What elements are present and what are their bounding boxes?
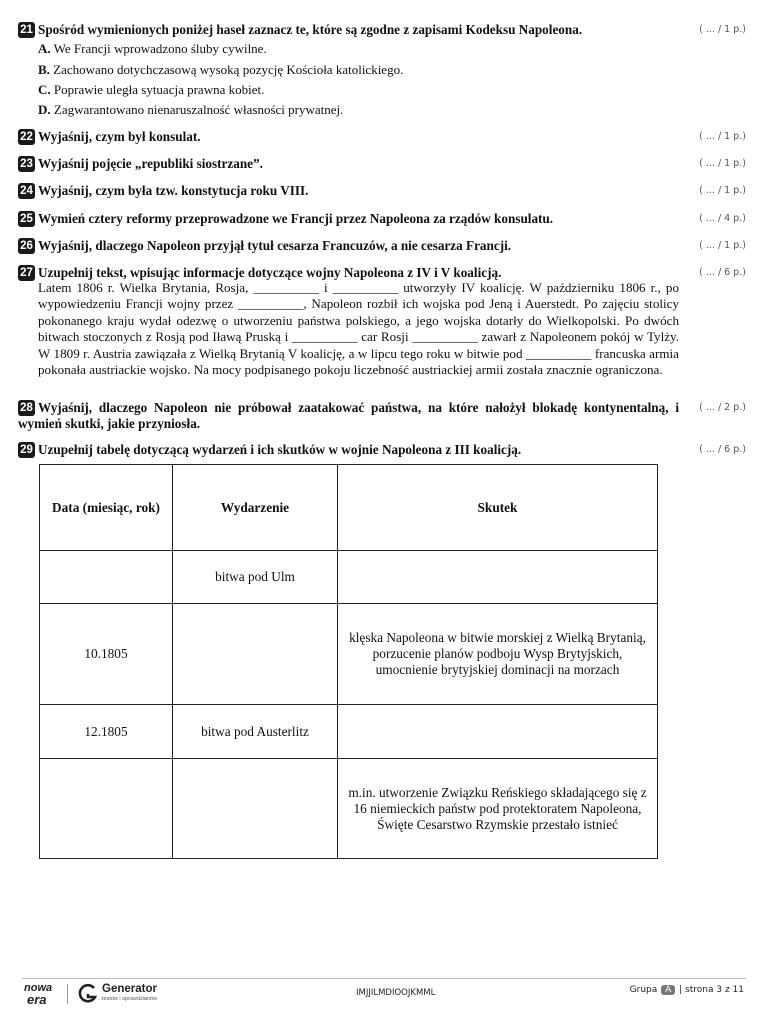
question-number: 23	[18, 156, 35, 172]
question-title: Wymień cztery reformy przeprowadzone we Francji przez Napoleona za rządów konsulatu.	[38, 211, 554, 226]
option-d[interactable]: D. Zagwarantowano nienaruszalność własności prywatnej.	[38, 102, 344, 117]
cell-date[interactable]	[40, 759, 173, 859]
table-row	[40, 759, 658, 859]
cell-date: 10.1805	[40, 604, 173, 705]
page-number: | strona 3 z 11	[679, 985, 744, 995]
question-title: Wyjaśnij, czym była tzw. konstytucja roku VIII.	[38, 183, 309, 198]
cell-effect[interactable]	[338, 551, 658, 604]
question-title: Spośród wymienionych poniżej haseł zaznacz te, które są zgodne z zapisami Kodeksu Napoleona.	[38, 22, 583, 37]
cell-date[interactable]	[40, 551, 173, 604]
cell-effect: m.in. utworzenie Związku Reńskiego składającego się z 16 niemieckich państw pod protektoratem Napoleona, Święte Cesarstwo Rzymskie przestało istnieć	[338, 759, 658, 859]
cell-event: bitwa pod Ulm	[173, 551, 338, 604]
question-23	[18, 156, 678, 172]
option-b[interactable]: B. Zachowano dotychczasową wysoką pozycję Kościoła katolickiego.	[38, 62, 404, 77]
group-badge: A	[661, 985, 675, 995]
question-24	[18, 183, 678, 199]
table-row	[40, 705, 658, 759]
cell-effect[interactable]	[338, 705, 658, 759]
question-title: Wyjaśnij, dlaczego Napoleon nie próbował zaatakować państwa, na które nałożył blokadę kontynentalną, i wymień skutki, jakie przyniosła.	[18, 400, 679, 431]
question-number: 21	[18, 22, 35, 38]
points-25: ( ... / 4 p.)	[699, 213, 746, 224]
cell-event[interactable]	[173, 604, 338, 705]
table-row	[40, 604, 658, 705]
points-24: ( ... / 1 p.)	[699, 185, 746, 196]
question-number: 29	[18, 442, 35, 458]
question-number: 24	[18, 183, 35, 199]
group-label: Grupa	[629, 985, 658, 995]
table-row	[40, 551, 658, 604]
header-effect: Skutek	[338, 465, 658, 551]
points-26: ( ... / 1 p.)	[699, 240, 746, 251]
cell-effect: klęska Napoleona w bitwie morskiej z Wielką Brytanią, porzucenie planów podboju Wysp Brytyjskich, umocnienie brytyjskiej dominacji na morzach	[338, 604, 658, 705]
points-21: ( ... / 1 p.)	[699, 24, 746, 35]
option-c[interactable]: C. Poprawie uległa sytuacja prawna kobiet.	[38, 82, 265, 97]
cell-date: 12.1805	[40, 705, 173, 759]
points-23: ( ... / 1 p.)	[699, 158, 746, 169]
question-27	[18, 265, 678, 281]
cell-event[interactable]	[173, 759, 338, 859]
question-28	[18, 400, 679, 432]
footer-divider	[22, 978, 746, 979]
logo-separator	[67, 984, 68, 1004]
question-26	[18, 238, 678, 254]
nowa-era-logo: nowa era	[24, 982, 53, 1007]
header-event: Wydarzenie	[173, 465, 338, 551]
table-header-row	[40, 465, 658, 551]
question-number: 22	[18, 129, 35, 145]
question-21	[18, 22, 678, 38]
question-title: Uzupełnij tekst, wpisując informacje dotyczące wojny Napoleona z IV i V koalicją.	[38, 265, 502, 280]
events-table	[39, 464, 658, 859]
question-title: Uzupełnij tabelę dotyczącą wydarzeń i ich skutków w wojnie Napoleona z III koalicją.	[38, 442, 522, 457]
header-date: Data (miesiąc, rok)	[40, 465, 173, 551]
question-title: Wyjaśnij, czym był konsulat.	[38, 129, 201, 144]
fill-in-text[interactable]: Latem 1806 r. Wielka Brytania, Rosja, __________ i __________ utworzyły IV koalicję. W październiku 1806 r., po wypowiedzeniu Francji wojny przez __________, Napoleon rozbił ich wojska pod Jeną i Auerstedt. Po zajęciu stolicy pokonanego kraju wydał odezwę o utworzeniu państwa polskiego, a jego wojska dotarły do Wielkopolski. Po dwóch bitwach stoczonych z Rosją pod Iławą Pruską i __________ car Rosji __________ zawarł z Napoleonem pokój w Tylży. W 1809 r. Austria zawiązała z Wielką Brytanią V koalicję, a w lipcu tego roku w bitwie pod __________ francuska armia pokonała austriackie wojsko. Na mocy podpisanego pokoju liczebność austriackiej armii została znacznie ograniczona.	[38, 280, 679, 378]
points-29: ( ... / 6 p.)	[699, 444, 746, 455]
points-28: ( ... / 2 p.)	[699, 402, 746, 413]
question-number: 25	[18, 211, 35, 227]
question-25	[18, 211, 678, 227]
cell-event: bitwa pod Austerlitz	[173, 705, 338, 759]
question-number: 28	[18, 400, 35, 416]
question-22	[18, 129, 678, 145]
question-number: 26	[18, 238, 35, 254]
document-code: IMJJILMDIOOJKMML	[356, 988, 436, 998]
question-number: 27	[18, 265, 35, 281]
page-info	[630, 985, 744, 995]
points-27: ( ... / 6 p.)	[699, 267, 746, 278]
question-title: Wyjaśnij, dlaczego Napoleon przyjął tytuł cesarza Francuzów, a nie cesarza Francji.	[38, 238, 512, 253]
points-22: ( ... / 1 p.)	[699, 131, 746, 142]
question-29	[18, 442, 678, 458]
option-a[interactable]: A. We Francji wprowadzono śluby cywilne.	[38, 41, 267, 56]
generator-icon	[77, 983, 99, 1005]
question-title: Wyjaśnij pojęcie „republiki siostrzane”.	[38, 156, 263, 171]
